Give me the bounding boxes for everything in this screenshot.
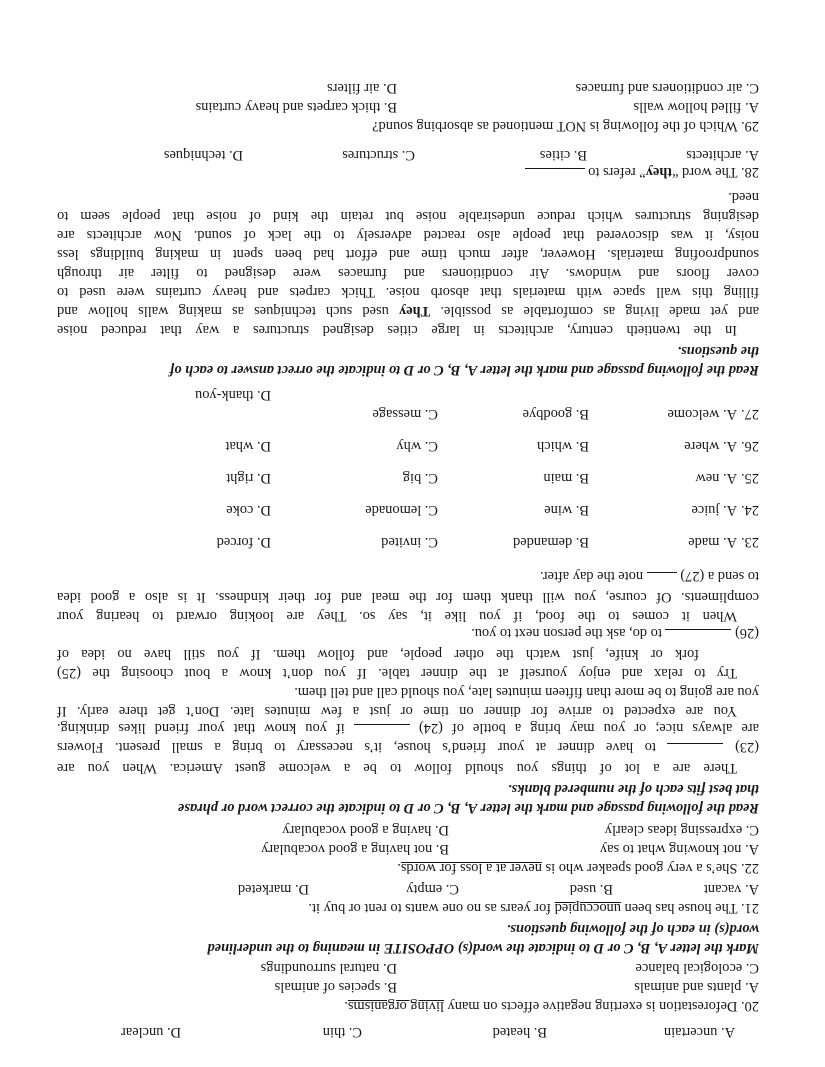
- stem-text: The word “: [672, 164, 738, 180]
- q29-options-row1: [57, 97, 759, 116]
- question-20: [57, 958, 759, 1015]
- passage-text: to have dinner at your friend’s house, it’s necessary to bring a small present. Flowers: [57, 739, 668, 755]
- stem-text: ” refers to: [584, 164, 646, 180]
- passage-text: and yet made living as comfortable as possible.: [440, 303, 759, 319]
- question-number: 27.: [741, 406, 759, 422]
- passage-text: used such techniques as making walls hollow and: [57, 303, 399, 319]
- question-29: [57, 78, 759, 135]
- blank-23: [667, 743, 723, 758]
- passage-line: need.: [728, 189, 759, 205]
- question-21: [57, 879, 759, 917]
- q23-options: [57, 532, 759, 551]
- q26-option-d: D. what: [225, 438, 271, 454]
- passage-line: you are going to be more than fifteen minutes late, you should call and tell them.: [294, 684, 759, 700]
- passage-line: filling this wall space with materials that absorb noise. Thick carpets and heavy curtains were used to: [57, 284, 759, 300]
- q21-option-c: C. empty: [406, 881, 459, 897]
- q22-option-c: C. expressing ideas clearly: [604, 822, 759, 838]
- passage-line: There are a lot of things you should follow to be a welcome guest America. When you are: [57, 760, 737, 776]
- question-number: 24.: [741, 502, 759, 518]
- blank-label: (26): [731, 625, 759, 641]
- question-number: 29.: [741, 118, 759, 134]
- instruction-line: that best fits each of the numbered blanks.: [507, 781, 759, 797]
- q23-option-c: C. invited: [381, 534, 438, 550]
- q22-options-row1: [57, 839, 759, 858]
- q27-option-d: D. thank-you: [195, 387, 271, 403]
- passage-line: In the twentieth century, architects in large cities designed structures a way that reduced noise: [57, 322, 737, 338]
- underlined-phrase: never at a loss for words: [400, 860, 542, 876]
- blank-label: (23): [723, 739, 759, 755]
- q21-options: [57, 879, 759, 898]
- q26-options: [57, 436, 759, 455]
- q28-option-c: C. structures: [342, 147, 415, 163]
- q24-option-a: A. juice: [691, 502, 737, 518]
- passage-line: [57, 301, 759, 320]
- passage-line: [57, 625, 759, 644]
- question-number: 22.: [741, 860, 759, 876]
- question-20-stem: [57, 996, 759, 1015]
- cloze-instruction: [57, 779, 759, 817]
- q20-option-c: C. ecological balance: [635, 960, 759, 976]
- q19-option-d: D. unclear: [121, 1024, 181, 1040]
- q19-option-c: C. thin: [322, 1024, 362, 1040]
- bold-referent: They: [399, 303, 431, 319]
- blank-24: [354, 724, 410, 739]
- instruction-line: the questions.: [677, 343, 759, 359]
- passage-line: [57, 568, 759, 587]
- passage-line: compliments. Of course, you will thank them for the meal and for their kindness. It is also a good idea: [57, 589, 759, 605]
- q29-option-b: B. thick carpets and heavy curtains: [195, 99, 397, 115]
- q20-option-d: D. natural surroundings: [260, 960, 397, 976]
- passage-text: if you know that your friend likes drinking.: [57, 720, 354, 736]
- answer-blank: [525, 168, 585, 183]
- q24-option-b: B. wine: [544, 502, 589, 518]
- q29-options-row2: [57, 78, 759, 97]
- q28-option-a: A. architects: [686, 147, 759, 163]
- q26-option-a: A. where: [684, 438, 737, 454]
- reading-instruction: [57, 341, 759, 379]
- passage-line: designing structures which reduce undesirable noise but retain the kind of noise that people seem to: [57, 208, 759, 224]
- question-number: 21.: [741, 900, 759, 916]
- passage-line: [57, 739, 759, 758]
- q19-option-b: B. heated: [492, 1024, 547, 1040]
- q27-options: [57, 385, 759, 423]
- passage-text: note the day after.: [539, 568, 647, 584]
- q26-option-c: C. why: [396, 438, 438, 454]
- stem-text: .: [344, 998, 348, 1014]
- passage-text: to do, ask the person next to you.: [471, 625, 666, 641]
- question-21-stem: [57, 898, 759, 917]
- blank-27: [647, 572, 677, 587]
- q29-option-c: C. air conditioners and furnaces: [575, 80, 759, 96]
- blank-label: to send a (27): [676, 568, 759, 584]
- reading-passage: [57, 187, 759, 339]
- q22-option-a: A. not knowing what to say: [599, 841, 759, 857]
- stem-text: .: [397, 860, 401, 876]
- q28-options: [57, 145, 759, 164]
- q23-option-b: B. demanded: [513, 534, 589, 550]
- passage-line: fork or knife, just watch the other people, and follow them. If you still have no idea of: [57, 646, 699, 662]
- q25-option-b: B. main: [543, 470, 589, 486]
- instruction-line: Mark the letter A, B, C or D to indicate the word(s) OPPOSITE in meaning to the underlined: [207, 940, 759, 956]
- q24-option-d: D. coke: [226, 502, 271, 518]
- passage-line: Try to relax and enjoy yourself at the dinner table. If you don’t know a bout choosing the (25): [57, 665, 737, 681]
- passage-line: cover floors and windows. Air conditioners and furnaces were designed to filter air through: [57, 265, 759, 281]
- question-number: 28.: [741, 164, 759, 180]
- q19-options: [57, 1022, 759, 1041]
- q28-option-b: B. cities: [539, 147, 587, 163]
- question-22-stem: [57, 858, 759, 877]
- q21-option-a: A. vacant: [703, 881, 759, 897]
- q28-option-d: D. techniques: [163, 147, 243, 163]
- q26-option-b: B. which: [537, 438, 589, 454]
- q29-option-a: A. filled hollow walls: [633, 99, 759, 115]
- question-number: 25.: [741, 470, 759, 486]
- q21-option-d: D. marketed: [237, 881, 309, 897]
- q27-option-c: C. message: [372, 406, 438, 422]
- q22-options-row2: [57, 820, 759, 839]
- stem-text: for years as no one wants to rent or buy it.: [308, 900, 555, 916]
- q25-options: [57, 468, 759, 487]
- question-number: 26.: [741, 438, 759, 454]
- passage-text: are always nice; or you may bring a bottle of (24): [409, 720, 759, 736]
- q25-option-a: A. new: [695, 470, 737, 486]
- blank-26: [665, 629, 731, 644]
- q27-option-a: A. welcome: [667, 406, 737, 422]
- opposite-instruction: [57, 919, 759, 957]
- q23-option-d: D. forced: [216, 534, 271, 550]
- stem-text: Deforestation is exerting negative effects on many: [443, 998, 738, 1014]
- passage-line: You are expected to arrive for dinner on time or just a few minutes late. Don’t get there early. If: [57, 703, 737, 719]
- question-28: [57, 145, 759, 183]
- instruction-line: Read the following passage and mark the letter A, B, C or D to indicate the correct word or phrase: [177, 800, 759, 816]
- question-29-stem: [57, 116, 759, 135]
- q20-options-row2: [57, 958, 759, 977]
- q24-option-c: C. lemonade: [365, 502, 438, 518]
- q24-options: [57, 500, 759, 519]
- instruction-line: word(s) in each of the following questions.: [506, 921, 759, 937]
- q20-options-row1: [57, 977, 759, 996]
- question-number: 23.: [741, 534, 759, 550]
- underlined-phrase: unoccupied: [554, 900, 621, 916]
- q20-option-b: B. species of animals: [274, 979, 397, 995]
- q23-option-a: A. made: [688, 534, 737, 550]
- instruction-line: Read the following passage and mark the letter A, B, C or D to indicate the orrect answer to each of: [169, 362, 759, 378]
- cloze-passage: [57, 568, 759, 777]
- q29-option-d: D. air filters: [327, 80, 397, 96]
- q22-option-b: B. not having a good vocabulary: [261, 841, 449, 857]
- passage-line: noisy, it was discovered that people also reacted adversely to the lack of sound. Now architects are: [57, 227, 759, 243]
- q22-option-d: D. having a good vocabulary: [282, 822, 449, 838]
- passage-line: [57, 720, 759, 739]
- question-28-stem: [57, 164, 759, 183]
- q20-option-a: A. plants and animals: [634, 979, 759, 995]
- q25-option-c: C. big: [402, 470, 438, 486]
- stem-text: Which of the following is NOT mentioned as absorbing sound?: [372, 118, 738, 134]
- passage-line: soundproofing materials. However, after much time and effort had been spent in making buildings less: [57, 246, 759, 262]
- question-number: 20.: [741, 998, 759, 1014]
- q21-option-b: B. used: [569, 881, 613, 897]
- passage-line: When it comes to the food, if you like it, say so. They are looking orward to hearing your: [57, 608, 737, 624]
- stem-text: The house has been: [620, 900, 738, 916]
- q19-option-a: A. uncertain: [663, 1024, 735, 1040]
- stem-text: She’s a very good speaker who is: [541, 860, 738, 876]
- question-22: [57, 820, 759, 877]
- q27-option-b: B. goodbye: [522, 406, 589, 422]
- underlined-phrase: living organisms: [347, 998, 444, 1014]
- bold-word: they: [645, 164, 673, 180]
- q25-option-d: D. right: [226, 470, 271, 486]
